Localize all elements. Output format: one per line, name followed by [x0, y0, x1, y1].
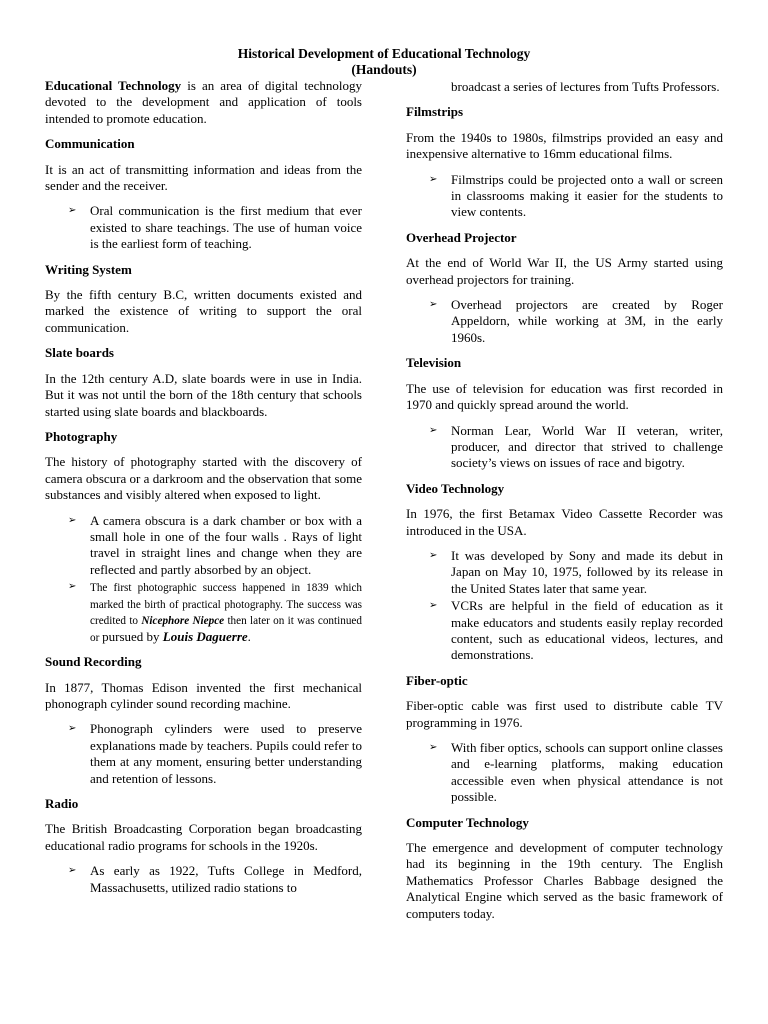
bullet-text: Overhead projectors are created by Roger Appeldorn, while working at 3M, in the early 1960s.: [451, 297, 723, 345]
arrowhead-bullet-icon: ➢: [68, 514, 77, 526]
document-subtitle: (Handouts): [351, 62, 417, 77]
document-title-block: [0, 46, 768, 78]
right-column: [406, 79, 723, 931]
list-item: [406, 548, 723, 597]
list-item: [45, 863, 362, 896]
bullet-text: The first photographic success happened in 1839 which marked the birth of practical photography. The success was credited to: [90, 582, 362, 628]
radio-bullets: [45, 863, 362, 896]
bullet-text-end: .: [247, 628, 251, 644]
arrowhead-bullet-icon: ➢: [429, 742, 438, 753]
arrowhead-bullet-icon: ➢: [68, 205, 77, 217]
list-item: [406, 598, 723, 664]
sound-recording-text: In 1877, Thomas Edison invented the first mechanical phonograph cylinder sound recording machine.: [45, 679, 362, 711]
bullet-text: Norman Lear, World War II veteran, writer, producer, and director that strived to challenge society’s views on issues of race and bigotry.: [451, 422, 723, 471]
fiber-optic-text: Fiber-optic cable was first used to distribute cable TV programming in 1976.: [406, 698, 723, 730]
overhead-projector-bullets: [406, 297, 723, 346]
bullet-text-cont: then later on it was continued or: [90, 615, 362, 644]
video-technology-text: In 1976, the first Betamax Video Cassette Recorder was introduced in the USA.: [406, 506, 723, 538]
bullet-text: A camera obscura is a dark chamber or box with a small hole in one of the four walls . Rays of light travel in straight lines and change when they are reflected and partly absorbed by an object.: [90, 512, 362, 577]
filmstrips-text: From the 1940s to 1980s, filmstrips provided an easy and inexpensive alternative to 16mm educational films.: [406, 129, 723, 162]
arrowhead-bullet-icon: ➢: [68, 723, 77, 735]
sound-recording-bullets: [45, 721, 362, 787]
bullet-text: It was developed by Sony and made its debut in Japan on May 10, 1975, followed by its release in the United States later that same year.: [451, 547, 723, 596]
video-technology-bullets: [406, 548, 723, 664]
radio-bullet-continuation: broadcast a series of lectures from Tufts Professors.: [451, 79, 720, 94]
list-item: [406, 423, 723, 472]
bullet-text: VCRs are helpful in the field of education as it make educators and students easily replay recorded content, such as educational videos, lectures, and demonstrations.: [451, 598, 723, 663]
list-item: [406, 172, 723, 221]
writing-system-text: By the fifth century B.C, written documents existed and marked the existence of writing to support the oral communication.: [45, 287, 362, 335]
heading-photography: Photography: [45, 428, 118, 444]
photography-text: The history of photography started with the discovery of camera obscura or a darkroom and the observation that some substances and visibly altered when exposed to light.: [45, 454, 362, 503]
fiber-optic-bullets: [406, 740, 723, 806]
heading-television: Television: [406, 355, 462, 371]
television-text: The use of television for education was first recorded in 1970 and quickly spread around the world.: [406, 380, 723, 413]
heading-sound-recording: Sound Recording: [45, 654, 142, 670]
television-bullets: [406, 423, 723, 472]
communication-bullets: [45, 203, 362, 252]
intro-paragraph: [45, 78, 362, 127]
bullet-text: Filmstrips could be projected onto a wall or screen in classrooms making it easier for the students to view contents.: [451, 171, 723, 220]
list-item: [45, 513, 362, 579]
arrowhead-bullet-icon: ➢: [429, 600, 438, 612]
left-column: [45, 78, 362, 905]
document-title: Historical Development of Educational Technology: [237, 46, 531, 61]
heading-fiber-optic: Fiber-optic: [406, 672, 468, 688]
arrowhead-bullet-icon: ➢: [429, 549, 438, 561]
radio-text: The British Broadcasting Corporation began broadcasting educational radio programs for schools in the 1920s.: [45, 821, 362, 853]
intro-term: Educational Technology: [45, 78, 182, 93]
heading-radio: Radio: [45, 796, 79, 811]
heading-slate-boards: Slate boards: [45, 345, 114, 361]
list-item: [45, 203, 362, 252]
list-item: [45, 721, 362, 787]
heading-overhead-projector: Overhead Projector: [406, 229, 517, 245]
heading-computer-technology: Computer Technology: [406, 814, 529, 830]
heading-video-technology: Video Technology: [406, 480, 505, 496]
inventor-name-niepce: Nicephore Niepce: [141, 615, 225, 628]
communication-text: It is an act of transmitting information and ideas from the sender and the receiver.: [45, 161, 362, 194]
list-item: [406, 297, 723, 346]
heading-filmstrips: Filmstrips: [406, 104, 464, 120]
inventor-name-daguerre: Louis Daguerre: [162, 628, 248, 644]
computer-technology-text: The emergence and development of computer technology had its beginning in the 19th century. The English Mathematics Professor Charles Babbage designed the Analytical Engine which served as the basic framework of computers today.: [406, 840, 723, 921]
heading-communication: Communication: [45, 136, 135, 152]
intro-text: is an area of digital technology devoted to the development and application of tools intended to promote education.: [45, 78, 362, 126]
list-item: [406, 740, 723, 806]
overhead-projector-text: At the end of World War II, the US Army started using overhead projectors for training.: [406, 255, 723, 287]
heading-writing-system: Writing System: [45, 261, 132, 277]
list-item: [45, 579, 362, 645]
bullet-text: With fiber optics, schools can support online classes and e-learning platforms, making education accessible even when physical attendance is not possible.: [451, 740, 723, 805]
bullet-text: Oral communication is the first medium that ever existed to share teachings. The use of human voice is the earliest form of teaching.: [90, 203, 362, 252]
arrowhead-bullet-icon: ➢: [429, 424, 438, 436]
arrowhead-bullet-icon: ➢: [68, 581, 77, 593]
arrowhead-bullet-icon: ➢: [429, 173, 438, 185]
bullet-text: As early as 1922, Tufts College in Medford, Massachusetts, utilized radio stations to: [90, 863, 362, 895]
arrowhead-bullet-icon: ➢: [429, 299, 438, 311]
filmstrips-bullets: [406, 172, 723, 221]
slate-boards-text: In the 12th century A.D, slate boards were in use in India. But it was not until the born of the 18th century that schools started using slate boards and blackboards.: [45, 370, 362, 419]
photography-bullets: [45, 513, 362, 646]
arrowhead-bullet-icon: ➢: [68, 865, 77, 877]
bullet-text-cont2: pursued by: [102, 628, 163, 644]
bullet-text: Phonograph cylinders were used to preserve explanations made by teachers. Pupils could refer to them at any moment, ensuring better understanding and retention of lessons.: [90, 721, 362, 786]
